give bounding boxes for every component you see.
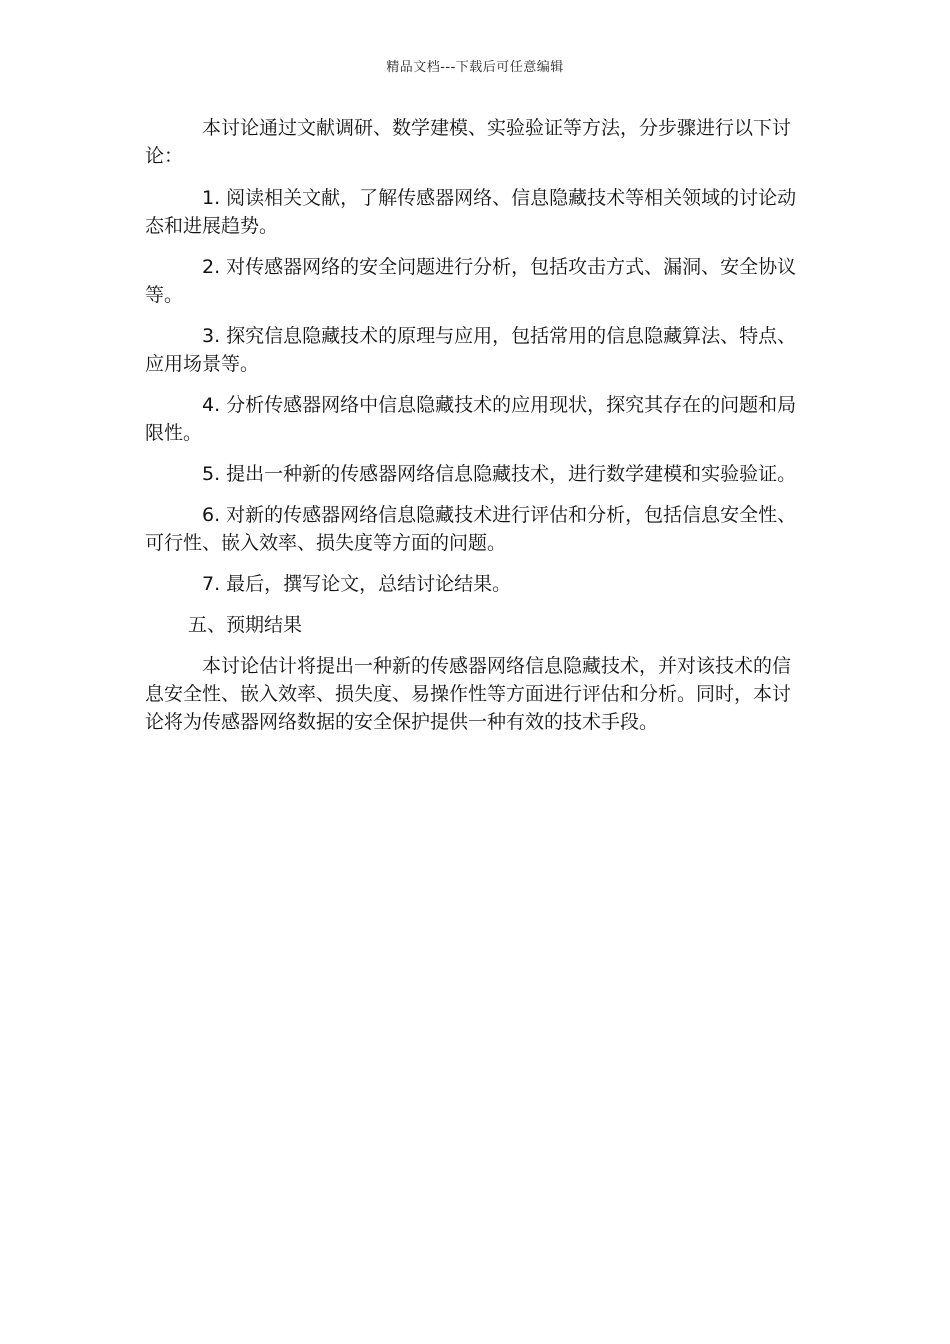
document-body [145, 114, 805, 749]
step-3-paragraph: 3. 探究信息隐藏技术的原理与应用，包括常用的信息隐藏算法、特点、应用场景等。 [145, 325, 797, 375]
step-7-paragraph: 7. 最后，撰写论文，总结讨论结果。 [202, 573, 512, 595]
intro-paragraph: 本讨论通过文献调研、数学建模、实验验证等方法，分步骤进行以下讨论： [145, 117, 792, 167]
step-6-paragraph: 6. 对新的传感器网络信息隐藏技术进行评估和分析，包括信息安全性、可行性、嵌入效率、损失度等方面的问题。 [145, 504, 797, 554]
step-4-paragraph: 4. 分析传感器网络中信息隐藏技术的应用现状，探究其存在的问题和局限性。 [145, 394, 797, 444]
step-5-paragraph: 5. 提出一种新的传感器网络信息隐藏技术，进行数学建模和实验验证。 [202, 463, 797, 485]
expected-results-paragraph: 本讨论估计将提出一种新的传感器网络信息隐藏技术，并对该技术的信息安全性、嵌入效率、损失度、易操作性等方面进行评估和分析。同时，本讨论将为传感器网络数据的安全保护提供一种有效的技术手段。 [145, 655, 792, 733]
step-2-paragraph: 2. 对传感器网络的安全问题进行分析，包括攻击方式、漏洞、安全协议等。 [145, 256, 797, 306]
section-heading-expected-results: 五、预期结果 [188, 614, 303, 636]
step-1-paragraph: 1. 阅读相关文献，了解传感器网络、信息隐藏技术等相关领域的讨论动态和进展趋势。 [145, 187, 797, 237]
page-header: 精品文档---下载后可任意编辑 [386, 60, 564, 75]
